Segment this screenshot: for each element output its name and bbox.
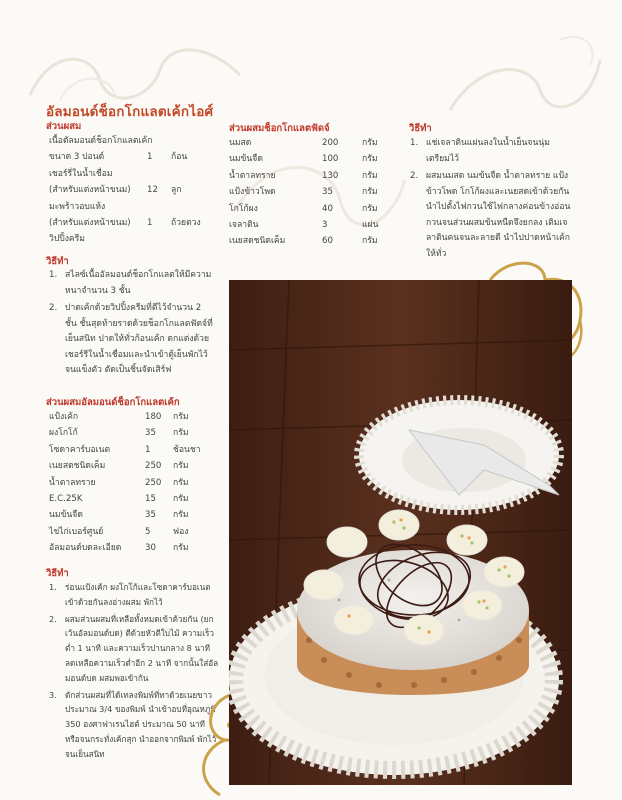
ingredient-row: เนื้อดัลมอนด์ช็อกโกแลตเค้ก xyxy=(49,136,153,146)
decorative-swirl-topright xyxy=(440,20,610,130)
ingredients-heading: ส่วนผสม xyxy=(46,121,82,132)
ingredient-row: แป้งเค้ก 180 กรัม xyxy=(49,412,189,422)
method-step: 2. ผสมส่วนผสมที่เหลือทั้งหมดเข้าด้วยกัน (ยกเว้นอัลมอนด์บด) ตีด้วยหัวตีใบไม้ ความเร็วต่ำ 1 นาที และความเร็วปานกลาง 8 นาที ลดเหลือความเร็วต่ำอีก 2 นาที จากนั้นใส่อัลมอนด์บด ผสมพอเข้ากัน xyxy=(49,613,219,683)
ingredient-row: ขนาด 3 ปอนด์ 1 ก้อน xyxy=(49,152,188,163)
ingredient-row: นมข้นจืด 100 กรัม xyxy=(229,154,378,165)
ingredient-row: ไข่ไก่เบอร์ศูนย์ 5 ฟอง xyxy=(49,526,189,537)
ingredient-row: แป้งข้าวโพด 35 กรัม xyxy=(229,187,378,198)
ingredient-row: เนยสดชนิดเค็ม 60 กรัม xyxy=(229,236,378,247)
ingredients-table xyxy=(49,133,229,248)
method2-heading: วิธีทำ xyxy=(46,568,69,579)
ingredient-row: นมสด 200 กรัม xyxy=(229,138,378,148)
ingredient-row: อัลมอนด์บดละเอียด 30 กรัม xyxy=(49,543,189,554)
ingredient-row: (สำหรับแต่งหน้าขนม) 12 ลูก xyxy=(49,185,182,196)
fudge-ingredients-table xyxy=(229,135,389,250)
method-step: 1. ร่อนแป้งเค้ก ผงโกโก้และโซดาคาร์บอเนต เข้าด้วยกันลงอ่างผสม พักไว้ xyxy=(49,582,211,607)
ingredient-row: E.C.25K 15 กรัม xyxy=(49,493,189,504)
method3-steps xyxy=(410,136,575,264)
ingredient-row: โกโก้ผง 40 กรัม xyxy=(229,203,378,214)
ingredient-row: น้ำตาลทราย 250 กรัม xyxy=(49,477,189,488)
ingredient-row: เจลาติน 3 แผ่น xyxy=(229,219,379,230)
method1-steps xyxy=(49,268,213,381)
ingredient-row: (สำหรับแต่งหน้าขนม) 1 ถ้วยตวง xyxy=(49,217,201,228)
method1-heading: วิธีทำ xyxy=(46,256,69,267)
recipe-title: อัลมอนด์ช็อกโกแลตเค้กไอศ์ xyxy=(46,104,214,120)
cake-ingredients-heading: ส่วนผสมอัลมอนด์ช็อกโกแลตเค้ก xyxy=(46,397,180,408)
method-step: 2. ปาดเค้กด้วยวิปปิ้งครีมที่ตีไว้จำนวน 2 ชั้น ชั้นสุดท้ายราดด้วยช็อกโกแลตฟัดจ์ที่เย็นสนิท ปาดให้ทั่วก้อนเค้ก ตกแต่งด้วยเชอร์รีในน้ำเชื่อมและนำเข้าตู้เย็นพักไว้จนแข็งตัว ตัดเป็นชิ้นจัดเสิร์ฟ xyxy=(49,303,213,375)
ingredient-row: มะพร้าวอบแห้ง xyxy=(49,201,106,212)
cake-photo-illustration xyxy=(229,280,572,785)
ingredient-row: เชอร์รี่ในน้ำเชื่อม xyxy=(49,168,113,179)
ingredient-row: โซดาคาร์บอเนต 1 ช้อนชา xyxy=(49,444,201,455)
ingredient-row: วิปปิ้งครีม xyxy=(49,234,85,245)
ingredient-row: น้ำตาลทราย 130 กรัม xyxy=(229,170,378,181)
ingredient-row: นมข้นจืด 35 กรัม xyxy=(49,510,189,521)
cake-photo xyxy=(229,280,572,785)
ingredient-row: เนยสดชนิดเค็ม 250 กรัม xyxy=(49,461,189,472)
method3-heading: วิธีทำ xyxy=(409,123,432,134)
fudge-ingredients-heading: ส่วนผสมช็อกโกแลตฟัดจ์ xyxy=(229,123,330,134)
ingredient-row: ผงโกโก้ 35 กรัม xyxy=(49,428,189,439)
method-step: 1. สไลซ์เนื้ออัลมอนด์ช็อกโกแลตให้มีความหนาจำนวน 3 ชั้น xyxy=(49,270,212,296)
cake-ingredients-table xyxy=(49,409,229,557)
method-step: 3. ตักส่วนผสมที่ได้เทลงพิมพ์ที่ทาด้วยเนยขาวประมาณ 3/4 ของพิมพ์ นำเข้าอบที่อุณหภูมิ 350 องศาฟาเรนไฮต์ ประมาณ 50 นาทีหรือจนกระทั่งเค้กสุก นำออกจากพิมพ์ พักไว้จนเย็นสนิท xyxy=(49,689,217,759)
method-step: 1. แช่เจลาตินแผ่นลงในน้ำเย็นจนนุ่ม เตรียมไว้ xyxy=(410,138,550,164)
method-step: 2. ผสมนมสด นมข้นจืด น้ำตาลทราย แป้งข้าวโพด โกโก้ผงและเนยสดเข้าด้วยกัน นำไปตั้งไฟกวนใช้ไฟกลางค่อนข้างอ่อน กวนจนส่วนผสมข้นหนืดจึงยกลง เติมเจลาตินคนจนละลายดี นำไปปาดหน้าเค้กให้ทั่ว xyxy=(410,171,571,259)
